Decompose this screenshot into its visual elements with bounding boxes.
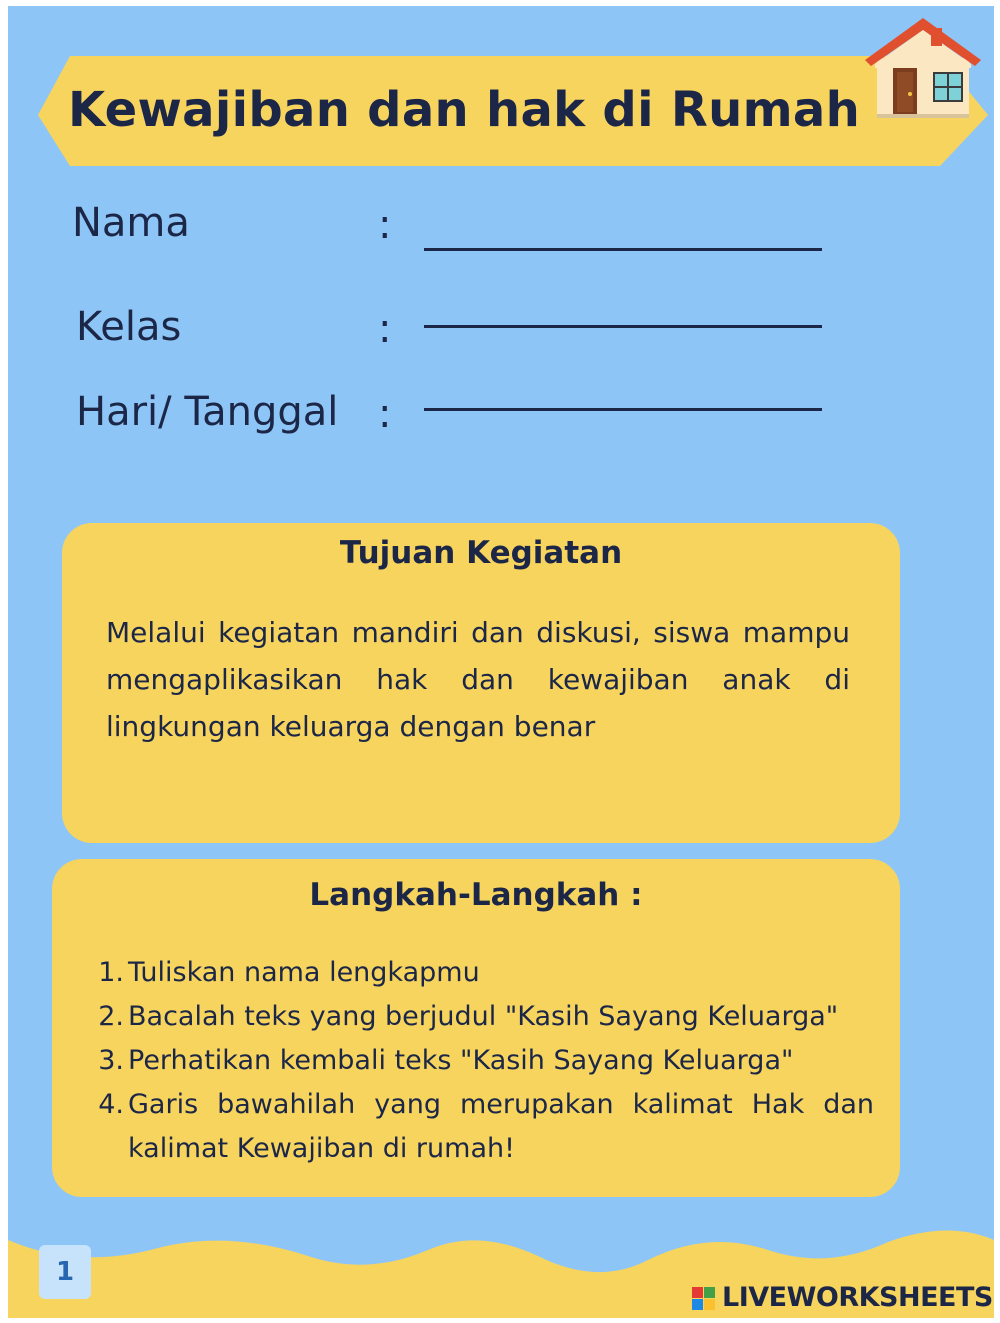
name-colon: : — [378, 202, 392, 248]
objective-text: Melalui kegiatan mandiri dan diskusi, siswa mampu mengaplikasikan hak dan kewajiban anak di lingkungan keluarga dengan benar — [106, 616, 850, 743]
name-field[interactable] — [424, 248, 822, 251]
liveworksheets-logo-icon — [692, 1287, 716, 1311]
class-colon: : — [378, 306, 392, 352]
date-field[interactable] — [424, 408, 822, 411]
step-item: 1. Tuliskan nama lengkapmu — [98, 957, 480, 988]
steps-list — [98, 951, 874, 1171]
step-item: 3. Perhatikan kembali teks "Kasih Sayang Keluarga" — [98, 1045, 794, 1076]
worksheet-page — [8, 6, 994, 1318]
page-number: 1 — [39, 1245, 91, 1299]
house-icon — [863, 14, 988, 120]
class-label: Kelas — [76, 304, 182, 350]
date-label: Hari/ Tanggal — [76, 389, 339, 435]
brand-name: LIVEWORKSHEETS — [722, 1282, 993, 1313]
steps-title: Langkah-Langkah : — [309, 877, 643, 913]
step-item: 4. Garis bawahilah yang merupakan kalimat Hak dan kalimat Kewajiban di rumah! — [98, 1089, 874, 1164]
date-colon: : — [378, 391, 392, 437]
page-title: Kewajiban dan hak di Rumah — [68, 82, 861, 138]
objective-card — [62, 523, 900, 843]
steps-card — [52, 859, 900, 1197]
name-label: Nama — [72, 200, 190, 246]
class-field[interactable] — [424, 325, 822, 328]
objective-title: Tujuan Kegiatan — [339, 535, 623, 571]
step-item: 2. Bacalah teks yang berjudul "Kasih Sayang Keluarga" — [98, 1001, 839, 1032]
